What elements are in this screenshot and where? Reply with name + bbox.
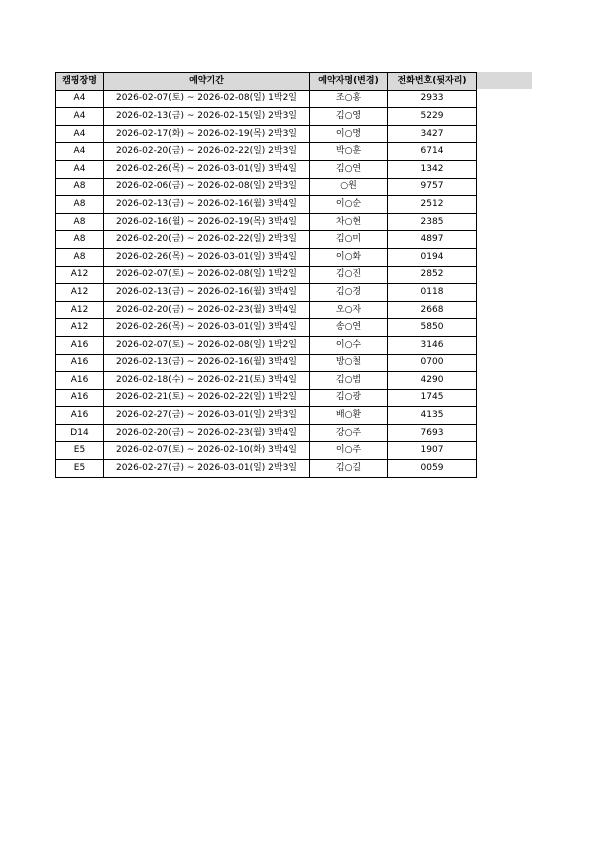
cell-reserver: 김○진 — [310, 266, 388, 284]
cell-reserver: 오○자 — [310, 301, 388, 319]
cell-period: 2026-02-07(토) ~ 2026-02-10(화) 3박4일 — [104, 442, 310, 460]
cell-reserver: 이○순 — [310, 196, 388, 214]
cell-phone: 0700 — [388, 354, 477, 372]
cell-reserver: 송○연 — [310, 319, 388, 337]
reservation-table — [55, 72, 477, 478]
cell-reserver: 김○영 — [310, 108, 388, 126]
table-row — [56, 160, 477, 178]
cell-reserver: 이○주 — [310, 442, 388, 460]
cell-phone: 2852 — [388, 266, 477, 284]
cell-reserver: ○원 — [310, 178, 388, 196]
cell-phone: 4290 — [388, 372, 477, 390]
cell-campsite: A8 — [56, 213, 104, 231]
cell-reserver: 김○길 — [310, 460, 388, 478]
cell-phone: 4897 — [388, 231, 477, 249]
cell-phone: 2668 — [388, 301, 477, 319]
cell-campsite: A12 — [56, 266, 104, 284]
cell-period: 2026-02-26(목) ~ 2026-03-01(일) 3박4일 — [104, 319, 310, 337]
cell-period: 2026-02-17(화) ~ 2026-02-19(목) 2박3일 — [104, 125, 310, 143]
cell-campsite: A8 — [56, 178, 104, 196]
cell-phone: 4135 — [388, 407, 477, 425]
cell-period: 2026-02-26(목) ~ 2026-03-01(일) 3박4일 — [104, 248, 310, 266]
cell-campsite: A4 — [56, 90, 104, 108]
cell-campsite: A16 — [56, 372, 104, 390]
cell-reserver: 박○훈 — [310, 143, 388, 161]
cell-campsite: A12 — [56, 284, 104, 302]
cell-phone: 7693 — [388, 424, 477, 442]
cell-phone: 5229 — [388, 108, 477, 126]
cell-period: 2026-02-13(금) ~ 2026-02-16(월) 3박4일 — [104, 354, 310, 372]
cell-campsite: A12 — [56, 301, 104, 319]
header-campsite: 캠핑장명 — [56, 73, 104, 91]
cell-period: 2026-02-18(수) ~ 2026-02-21(토) 3박4일 — [104, 372, 310, 390]
cell-period: 2026-02-13(금) ~ 2026-02-16(월) 3박4일 — [104, 196, 310, 214]
cell-campsite: A12 — [56, 319, 104, 337]
header-reserver: 예약자명(변경) — [310, 73, 388, 91]
cell-campsite: A8 — [56, 196, 104, 214]
cell-period: 2026-02-13(금) ~ 2026-02-16(월) 3박4일 — [104, 284, 310, 302]
cell-phone: 1342 — [388, 160, 477, 178]
table-row — [56, 424, 477, 442]
table-row — [56, 460, 477, 478]
table-row — [56, 248, 477, 266]
cell-campsite: A4 — [56, 108, 104, 126]
cell-phone: 1745 — [388, 389, 477, 407]
cell-campsite: A16 — [56, 354, 104, 372]
table-body — [56, 90, 477, 477]
table-row — [56, 213, 477, 231]
cell-phone: 0059 — [388, 460, 477, 478]
cell-phone: 9757 — [388, 178, 477, 196]
table-header — [56, 73, 477, 91]
header-row — [56, 73, 477, 91]
cell-period: 2026-02-20(금) ~ 2026-02-22(일) 2박3일 — [104, 231, 310, 249]
cell-reserver: 조○홍 — [310, 90, 388, 108]
table-row — [56, 90, 477, 108]
cell-reserver: 김○범 — [310, 372, 388, 390]
cell-campsite: A4 — [56, 143, 104, 161]
table-row — [56, 125, 477, 143]
cell-reserver: 김○연 — [310, 160, 388, 178]
cell-phone: 3146 — [388, 336, 477, 354]
table-row — [56, 284, 477, 302]
table-row — [56, 178, 477, 196]
cell-reserver: 김○미 — [310, 231, 388, 249]
cell-reserver: 배○환 — [310, 407, 388, 425]
cell-reserver: 차○현 — [310, 213, 388, 231]
cell-campsite: A8 — [56, 231, 104, 249]
table-row — [56, 354, 477, 372]
cell-phone: 3427 — [388, 125, 477, 143]
cell-phone: 2512 — [388, 196, 477, 214]
cell-period: 2026-02-07(토) ~ 2026-02-08(일) 1박2일 — [104, 336, 310, 354]
cell-campsite: A16 — [56, 336, 104, 354]
cell-reserver: 이○화 — [310, 248, 388, 266]
table-row — [56, 389, 477, 407]
table-row — [56, 442, 477, 460]
cell-campsite: A4 — [56, 125, 104, 143]
cell-phone: 1907 — [388, 442, 477, 460]
cell-reserver: 방○철 — [310, 354, 388, 372]
cell-period: 2026-02-20(금) ~ 2026-02-22(일) 2박3일 — [104, 143, 310, 161]
table-row — [56, 372, 477, 390]
cell-campsite: A4 — [56, 160, 104, 178]
cell-period: 2026-02-27(금) ~ 2026-03-01(일) 2박3일 — [104, 460, 310, 478]
table-row — [56, 266, 477, 284]
cell-campsite: A8 — [56, 248, 104, 266]
table-row — [56, 407, 477, 425]
cell-campsite: E5 — [56, 442, 104, 460]
cell-reserver: 이○수 — [310, 336, 388, 354]
cell-reserver: 강○주 — [310, 424, 388, 442]
cell-period: 2026-02-07(토) ~ 2026-02-08(일) 1박2일 — [104, 90, 310, 108]
cell-phone: 2385 — [388, 213, 477, 231]
cell-period: 2026-02-13(금) ~ 2026-02-15(일) 2박3일 — [104, 108, 310, 126]
header-phone: 전화번호(뒷자리) — [388, 73, 477, 91]
cell-period: 2026-02-21(토) ~ 2026-02-22(일) 1박2일 — [104, 389, 310, 407]
cell-campsite: A16 — [56, 407, 104, 425]
cell-reserver: 김○광 — [310, 389, 388, 407]
cell-phone: 0194 — [388, 248, 477, 266]
cell-period: 2026-02-20(금) ~ 2026-02-23(월) 3박4일 — [104, 424, 310, 442]
cell-campsite: D14 — [56, 424, 104, 442]
cell-period: 2026-02-16(월) ~ 2026-02-19(목) 3박4일 — [104, 213, 310, 231]
cell-phone: 6714 — [388, 143, 477, 161]
table-row — [56, 231, 477, 249]
cell-campsite: E5 — [56, 460, 104, 478]
cell-period: 2026-02-27(금) ~ 2026-03-01(일) 2박3일 — [104, 407, 310, 425]
cell-reserver: 이○명 — [310, 125, 388, 143]
cell-period: 2026-02-07(토) ~ 2026-02-08(일) 1박2일 — [104, 266, 310, 284]
header-period: 예약기간 — [104, 73, 310, 91]
cell-period: 2026-02-26(목) ~ 2026-03-01(일) 3박4일 — [104, 160, 310, 178]
cell-period: 2026-02-20(금) ~ 2026-02-23(월) 3박4일 — [104, 301, 310, 319]
cell-campsite: A16 — [56, 389, 104, 407]
table-row — [56, 196, 477, 214]
table-row — [56, 143, 477, 161]
table-row — [56, 108, 477, 126]
cell-phone: 5850 — [388, 319, 477, 337]
header-fill-strip — [476, 72, 532, 89]
cell-reserver: 김○경 — [310, 284, 388, 302]
table-row — [56, 336, 477, 354]
cell-phone: 2933 — [388, 90, 477, 108]
cell-period: 2026-02-06(금) ~ 2026-02-08(일) 2박3일 — [104, 178, 310, 196]
cell-phone: 0118 — [388, 284, 477, 302]
table-row — [56, 301, 477, 319]
table-row — [56, 319, 477, 337]
